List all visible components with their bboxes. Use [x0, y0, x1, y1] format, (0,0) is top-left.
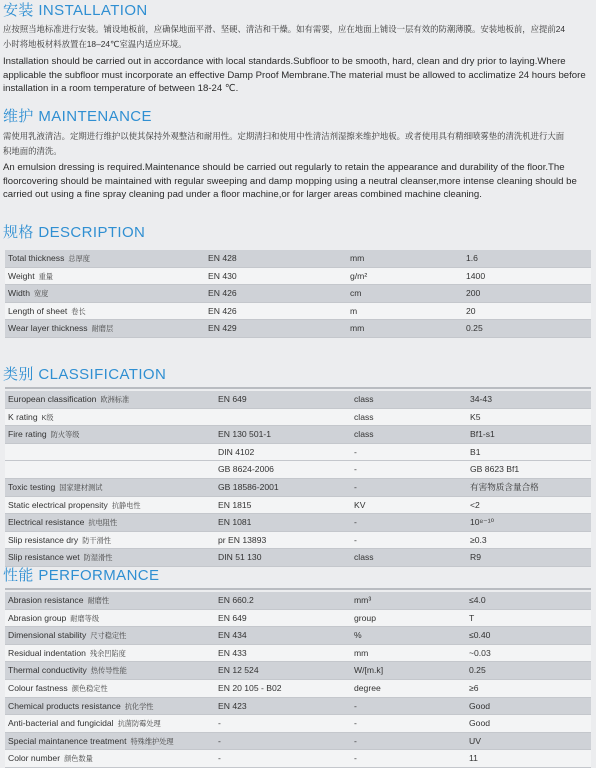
row-name: Color number: [8, 753, 61, 764]
row-value: ≤4.0: [469, 595, 486, 605]
row-unit: class: [354, 394, 374, 404]
installation-heading: 安装 INSTALLATION: [3, 2, 148, 19]
classification-divider: [5, 387, 591, 389]
row-unit: degree: [354, 682, 381, 693]
row-standard: EN 12 524: [218, 665, 259, 676]
row-standard: EN 426: [208, 288, 237, 299]
maintenance-section: [0, 108, 596, 202]
row-unit: mm: [350, 253, 365, 263]
row-unit: -: [354, 464, 357, 475]
performance-heading: 性能 PERFORMANCE: [3, 567, 160, 584]
row-value: Good: [469, 718, 491, 729]
row-standard: GB 8624-2006: [218, 464, 274, 475]
classification-heading: 类别 CLASSIFICATION: [3, 366, 167, 383]
description-heading: 规格 DESCRIPTION: [3, 224, 146, 241]
row-standard: EN 428: [208, 253, 237, 263]
row-unit: mm³: [354, 595, 372, 605]
row-value: 200: [466, 288, 481, 299]
row-name: Chemical products resistance: [8, 700, 121, 711]
row-cn: 防湿滑性: [83, 553, 113, 563]
table-row: [5, 750, 591, 768]
table-row: [5, 549, 591, 567]
table-row: [5, 497, 591, 515]
row-name: Static electrical propensity: [8, 499, 108, 510]
row-name: European classification: [8, 394, 97, 404]
maintenance-cn-line2: 积地面的清洗。: [3, 146, 62, 156]
performance-section: [0, 567, 596, 585]
row-standard: -: [218, 753, 221, 764]
row-value: 10⁸⁻¹⁰: [470, 517, 495, 528]
table-row: [5, 715, 591, 733]
performance-divider: [5, 588, 591, 590]
table-row: [5, 285, 591, 303]
table-row: [5, 444, 591, 462]
table-row: [5, 461, 591, 479]
row-unit: %: [354, 630, 362, 641]
table-row: [5, 479, 591, 497]
row-standard: pr EN 13893: [218, 534, 267, 545]
row-value: 20: [466, 305, 476, 316]
row-unit: KV: [354, 499, 366, 510]
row-standard: EN 649: [218, 394, 247, 404]
row-value: 0.25: [466, 323, 483, 334]
row-unit: class: [354, 411, 374, 422]
row-value: T: [469, 612, 475, 623]
row-unit: group: [354, 612, 376, 623]
row-value: R9: [470, 552, 481, 563]
table-row: [5, 320, 591, 338]
row-cn: 抗菌防霉处理: [117, 719, 161, 729]
row-standard: EN 426: [208, 305, 237, 316]
row-unit: -: [354, 481, 357, 492]
row-cn: 防火等级: [50, 430, 80, 440]
row-unit: cm: [350, 288, 362, 299]
table-row: [5, 610, 591, 628]
row-standard: EN 423: [218, 700, 247, 711]
installation-cn-line1: 应按照当地标准进行安装。铺设地板前，应确保地面平滑、坚硬、清洁和干燥。如有需要，应在地面上铺设一层有效的防潮薄膜。安装地板前，应提前24: [3, 24, 566, 34]
row-standard: EN 20 105 - B02: [218, 682, 282, 693]
row-value: ~0.03: [469, 647, 491, 658]
performance-table: [5, 592, 591, 768]
row-standard: EN 660.2: [218, 595, 254, 605]
row-unit: mm: [350, 323, 365, 334]
row-unit: g/m²: [350, 270, 368, 281]
row-value: Good: [469, 700, 491, 711]
table-row: [5, 514, 591, 532]
row-unit: W/[m.k]: [354, 665, 384, 676]
row-cn: K级: [41, 412, 54, 422]
row-name: Wear layer thickness: [8, 323, 88, 334]
installation-cn-line2: 小时将地板材料放置在18–24℃室温内适应环境。: [3, 39, 187, 49]
row-name: Thermal conductivity: [8, 665, 87, 676]
row-name: Dimensional stability: [8, 630, 87, 641]
row-cn: 耐磨性: [87, 596, 110, 605]
row-value: 0.25: [469, 665, 486, 676]
row-unit: -: [354, 700, 357, 711]
row-cn: 颜色数量: [64, 754, 93, 764]
row-standard: DIN 51 130: [218, 552, 262, 563]
row-cn: 欧洲标准: [100, 395, 130, 404]
row-name: Width: [8, 288, 30, 299]
row-value: ≤0.40: [469, 630, 491, 641]
table-row: [5, 303, 591, 321]
row-name: Residual indentation: [8, 647, 86, 658]
installation-section: [0, 2, 596, 96]
row-standard: EN 130 501-1: [218, 429, 272, 440]
row-name: Electrical resistance: [8, 517, 85, 528]
row-unit: class: [354, 552, 374, 563]
table-row: [5, 645, 591, 663]
row-cn: 抗电阻性: [88, 518, 118, 528]
row-name: Length of sheet: [8, 305, 68, 316]
row-standard: -: [218, 718, 221, 729]
row-value: GB 8623 Bf1: [470, 464, 520, 475]
row-cn: 卷长: [71, 306, 86, 316]
row-name: K rating: [8, 411, 38, 422]
row-name: Fire rating: [8, 429, 47, 440]
row-unit: class: [354, 429, 374, 440]
row-value: K5: [470, 411, 481, 422]
row-cn: 宽度: [33, 289, 49, 299]
row-cn: 特殊维护处理: [130, 736, 174, 746]
row-name: Slip resistance wet: [8, 552, 80, 563]
row-standard: EN 649: [218, 612, 247, 623]
row-name: Total thickness: [8, 253, 65, 263]
row-value: ≥0.3: [470, 534, 487, 545]
row-cn: 总厚度: [68, 254, 90, 263]
row-cn: 残余凹陷度: [89, 648, 126, 658]
row-unit: m: [350, 305, 358, 316]
row-cn: 耐磨层: [91, 324, 114, 334]
table-row: [5, 426, 591, 444]
row-standard: DIN 4102: [218, 446, 255, 457]
table-row: [5, 698, 591, 716]
row-name: Weight: [8, 270, 35, 281]
installation-en-text: Installation should be carried out in accordance with local standards.Subfloor to be smooth, hard, clean and dry prior to laying.Where applicable the subfloor must incorporate an effective Damp Proof Membrane.The material must be allowed to acclimatize 24 hours before installation in a room temperature of between 18-24 ℃.: [3, 56, 586, 94]
table-row: [5, 592, 591, 610]
row-cn: 抗静电性: [111, 500, 141, 510]
row-value: <2: [470, 499, 480, 510]
row-standard: EN 433: [218, 647, 247, 658]
description-section: [0, 224, 596, 242]
row-name: Abrasion resistance: [8, 595, 84, 605]
row-cn: 重量: [38, 271, 53, 281]
row-cn: 国家建材测试: [59, 482, 103, 492]
row-value: UV: [469, 735, 481, 746]
row-cn: 尺寸稳定性: [90, 631, 127, 641]
row-standard: EN 430: [208, 270, 237, 281]
row-value: 34-43: [470, 394, 492, 404]
maintenance-cn-line1: 需使用乳液清洁。定期进行维护以使其保持外观整洁和耐用性。定期清扫和使用中性清洁剂湿擦来维护地板。或者使用具有精细喷雾垫的清洗机进行大面: [3, 131, 565, 141]
row-standard: EN 1081: [218, 517, 252, 528]
row-unit: -: [354, 534, 357, 545]
row-name: Abrasion group: [8, 612, 67, 623]
row-value: 有害物质含量合格: [470, 481, 539, 492]
row-value: B1: [470, 446, 481, 457]
row-name: Anti-bacterial and fungicidal: [8, 718, 114, 729]
table-row: [5, 627, 591, 645]
table-row: [5, 733, 591, 751]
row-cn: 热传导性能: [90, 666, 127, 676]
row-name: Special maintanence treatment: [8, 735, 127, 746]
row-cn: 颜色稳定性: [71, 683, 108, 693]
row-name: Colour fastness: [8, 682, 68, 693]
row-cn: 耐磨等级: [70, 613, 100, 623]
row-unit: -: [354, 446, 357, 457]
row-unit: mm: [354, 647, 369, 658]
row-unit: -: [354, 753, 357, 764]
row-standard: EN 434: [218, 630, 247, 641]
table-row: [5, 532, 591, 550]
maintenance-en-text: An emulsion dressing is required.Maintenance should be carried out regularly to retain the appearance and durability of the floor.The floorcovering should be maintained with regular sweeping and damp mopping using a neutral cleanser,more intense cleaning should be carried out using a fine spray cleaning pad under a floor machine,or for larger areas combined machine cleaning.: [3, 162, 577, 200]
row-standard: EN 1815: [218, 499, 252, 510]
table-row: [5, 662, 591, 680]
description-table: [5, 250, 591, 338]
maintenance-heading: 维护 MAINTENANCE: [3, 108, 152, 125]
row-unit: -: [354, 735, 357, 746]
row-unit: -: [354, 517, 357, 528]
row-value: 1400: [466, 270, 486, 281]
classification-table: [5, 391, 591, 567]
row-unit: -: [354, 718, 357, 729]
row-standard: EN 429: [208, 323, 237, 334]
table-row: [5, 680, 591, 698]
classification-section: [0, 366, 596, 384]
table-row: [5, 409, 591, 427]
row-value: 11: [469, 753, 478, 764]
row-value: ≥6: [469, 682, 479, 693]
row-standard: GB 18586-2001: [218, 481, 279, 492]
table-row: [5, 268, 591, 286]
row-standard: -: [218, 735, 221, 746]
table-row: [5, 250, 591, 268]
row-name: Toxic testing: [8, 481, 56, 492]
row-cn: 抗化学性: [124, 701, 154, 711]
row-value: 1.6: [466, 253, 478, 263]
row-cn: 防干滑性: [82, 535, 111, 545]
row-name: Slip resistance dry: [8, 534, 79, 545]
row-value: Bf1-s1: [470, 429, 495, 440]
table-row: [5, 391, 591, 409]
